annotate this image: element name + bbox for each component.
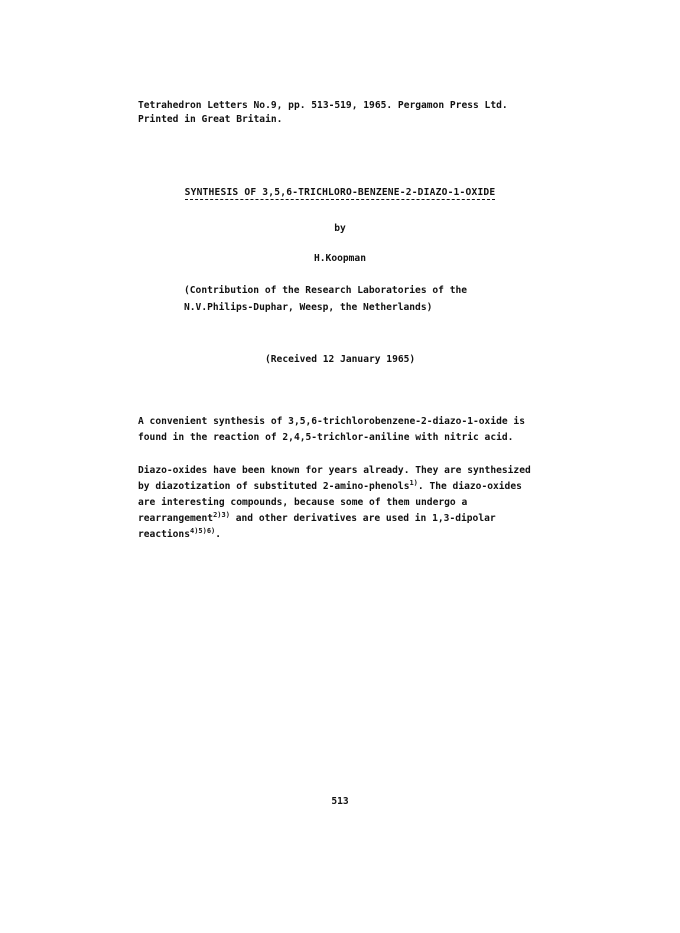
article-title-wrap [0, 187, 680, 198]
affiliation-line-2: N.V.Philips-Duphar, Weesp, the Netherlands) [184, 302, 433, 313]
paragraph-line-2-text: by diazotization of substituted 2-amino-phenols [138, 481, 410, 492]
paragraph-line-2 [138, 481, 522, 492]
affiliation-line-1: (Contribution of the Research Laboratories of the [184, 285, 468, 296]
abstract-line-2: found in the reaction of 2,4,5-trichlor-aniline with nitric acid. [138, 432, 514, 443]
reference-marker: 1) [409, 479, 418, 487]
author-name: H.Koopman [314, 253, 366, 264]
article-title: SYNTHESIS OF 3,5,6-TRICHLORO-BENZENE-2-DIAZO-1-OXIDE [184, 187, 496, 198]
paragraph-line-5-tail: . [215, 529, 222, 540]
paragraph-line-2-tail: . The diazo-oxides [417, 481, 522, 492]
paragraph-line-5-text: reactions [138, 529, 190, 540]
paragraph-line-4 [138, 513, 496, 524]
paragraph-line-4-tail: and other derivatives are used in 1,3-dipolar [229, 513, 496, 524]
paragraph-line-3: are interesting compounds, because some of them undergo a [138, 497, 468, 508]
paragraph-line-4-text: rearrangement [138, 513, 214, 524]
by-line: by [334, 223, 346, 234]
page-number: 513 [331, 796, 349, 807]
abstract-line-1: A convenient synthesis of 3,5,6-trichlorobenzene-2-diazo-1-oxide is [138, 416, 525, 427]
paragraph-line-1: Diazo-oxides have been known for years already. They are synthesized [138, 465, 531, 476]
reference-marker: 2)3) [213, 511, 230, 519]
received-date: (Received 12 January 1965) [265, 354, 416, 365]
printed-in: Printed in Great Britain. [138, 114, 283, 125]
reference-marker: 4)5)6) [189, 527, 216, 535]
journal-citation: Tetrahedron Letters No.9, pp. 513-519, 1965. Pergamon Press Ltd. [138, 100, 508, 111]
paragraph-line-5 [138, 529, 221, 540]
